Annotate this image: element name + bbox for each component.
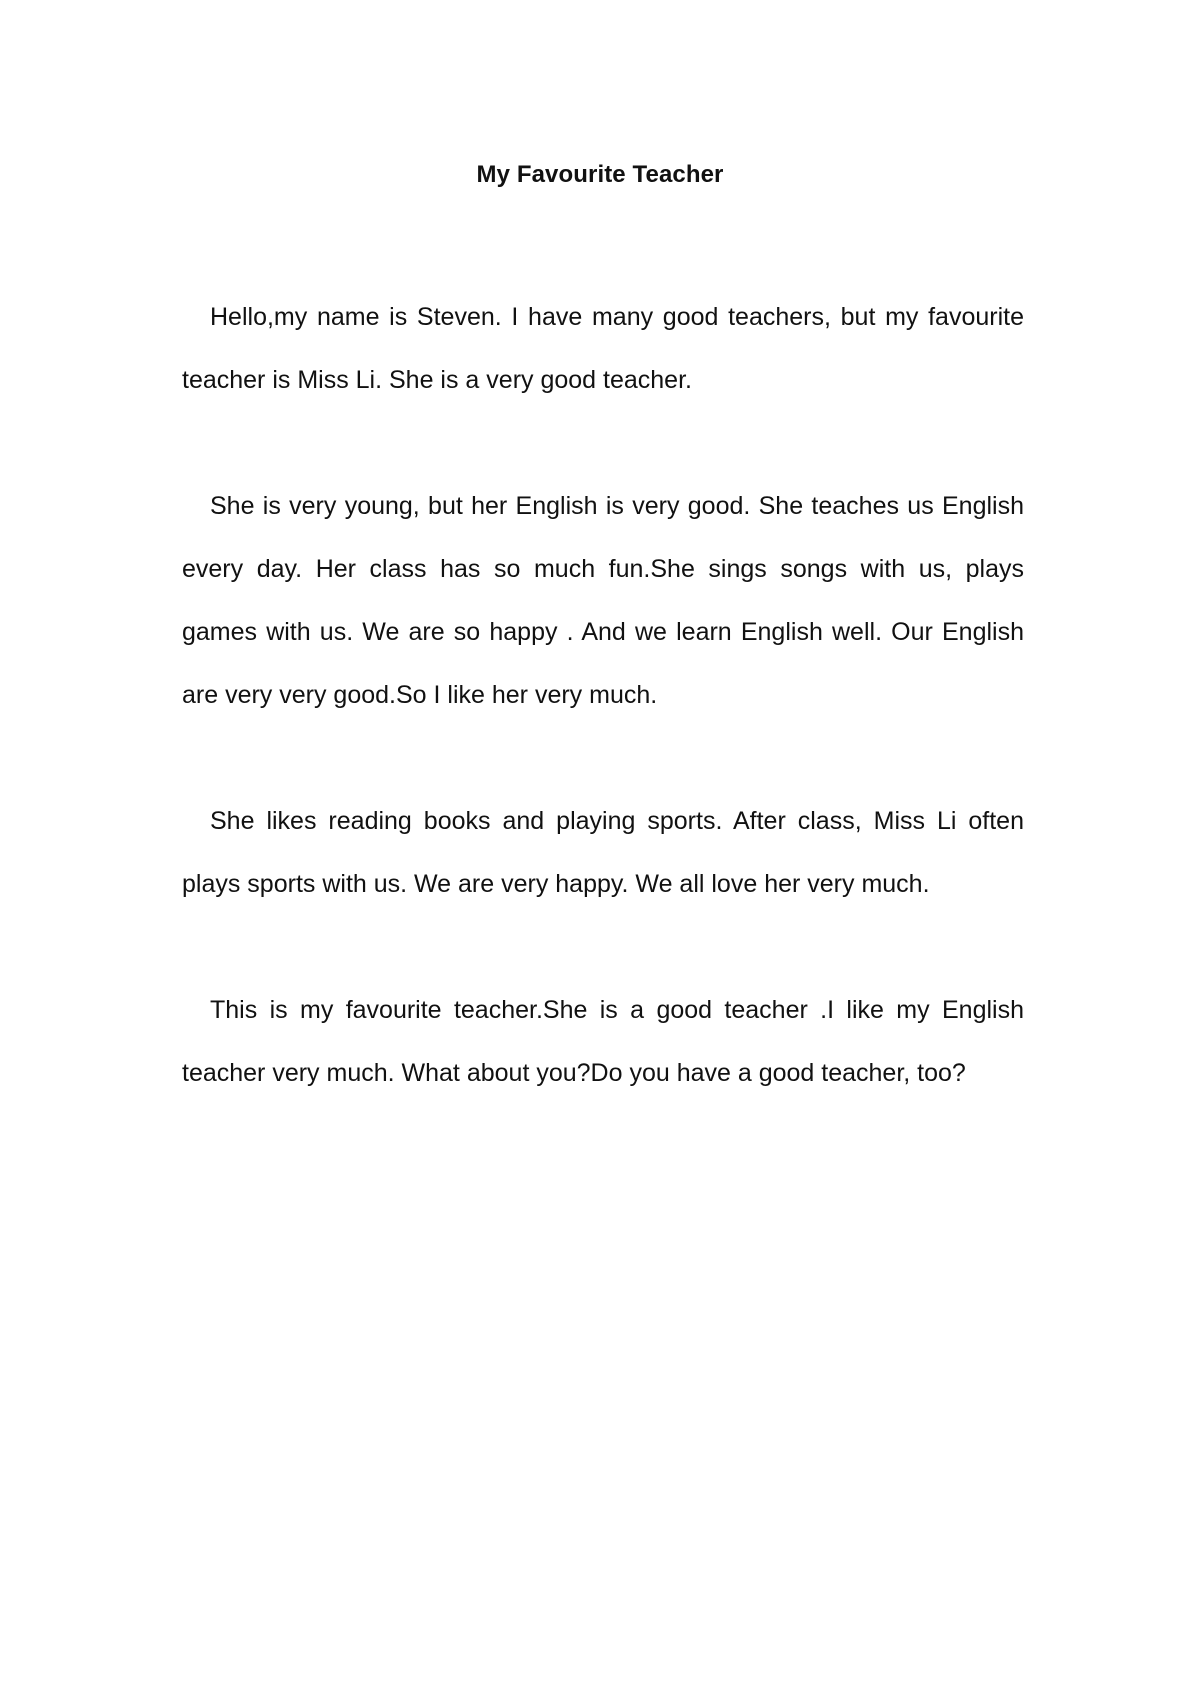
document-title: My Favourite Teacher bbox=[476, 161, 724, 188]
paragraph-3: She likes reading books and playing sports. After class, Miss Li often plays sports with us. We are very happy. We all love her very much. bbox=[182, 807, 1024, 898]
paragraph-4: This is my favourite teacher.She is a good teacher .I like my English teacher very much. What about you?Do you have a good teacher, too? bbox=[182, 996, 1024, 1087]
paragraph-1: Hello,my name is Steven. I have many good teachers, but my favourite teacher is Miss Li. She is a very good teacher. bbox=[182, 303, 1024, 394]
document-body bbox=[182, 286, 1024, 1168]
paragraph-2: She is very young, but her English is very good. She teaches us English every day. Her class has so much fun.She sings songs with us, plays games with us. We are so happy . And we learn English well. Our English are very very good.So I like her very much. bbox=[182, 492, 1024, 709]
